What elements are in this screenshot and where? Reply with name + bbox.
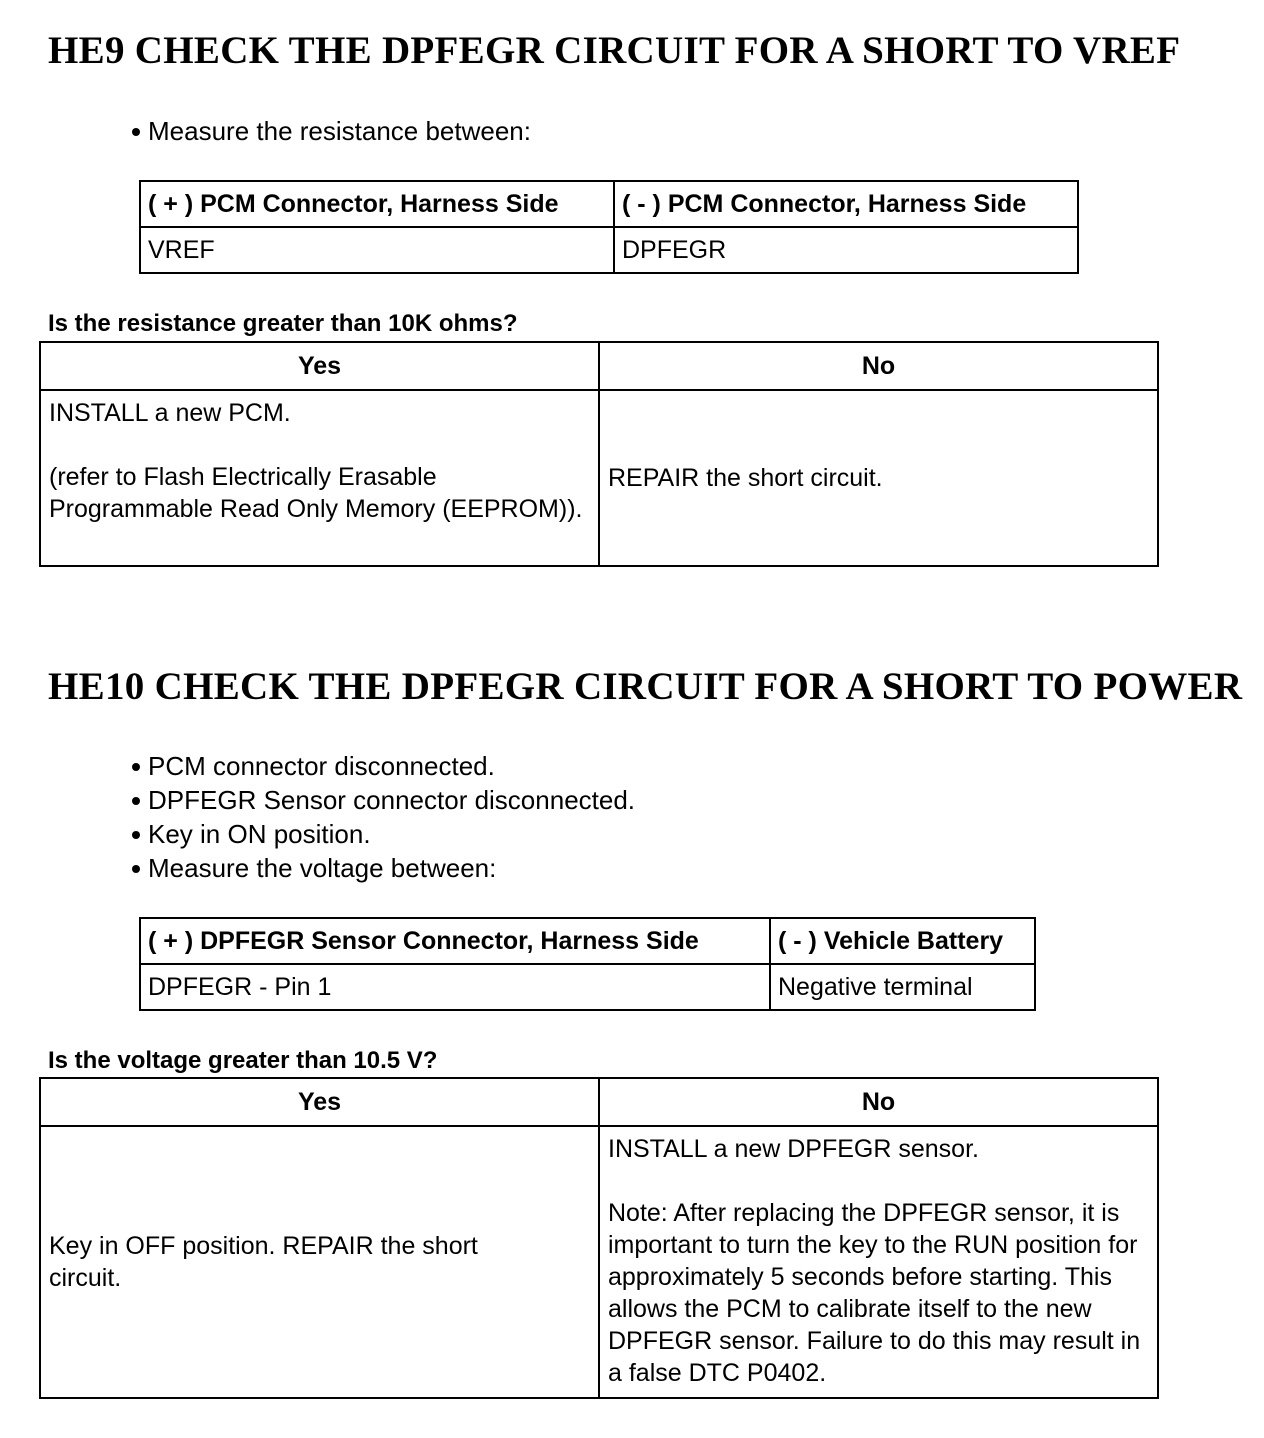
- he10-question: Is the voltage greater than 10.5 V?: [48, 1047, 438, 1074]
- he10-title: HE10 CHECK THE DPFEGR CIRCUIT FOR A SHORT TO POWER: [48, 665, 1243, 708]
- he10-yes-action: Key in OFF position. REPAIR the short circuit.: [40, 1126, 599, 1398]
- he10-instructions: [130, 749, 635, 885]
- he10-no-instruction: INSTALL a new DPFEGR sensor.: [608, 1135, 979, 1163]
- he9-title: HE9 CHECK THE DPFEGR CIRCUIT FOR A SHORT TO VREF: [48, 29, 1181, 72]
- table-header-row: [140, 918, 1035, 964]
- he10-negative-header: ( - ) Vehicle Battery: [770, 918, 1035, 964]
- he9-positive-pin: VREF: [140, 227, 614, 273]
- table-row: [140, 964, 1035, 1010]
- he9-positive-header: ( + ) PCM Connector, Harness Side: [140, 181, 614, 227]
- he10-no-action: [599, 1126, 1158, 1398]
- he9-yes-header: Yes: [40, 342, 599, 390]
- he10-positive-pin: DPFEGR - Pin 1: [140, 964, 770, 1010]
- he9-negative-pin: DPFEGR: [614, 227, 1078, 273]
- he9-no-action: REPAIR the short circuit.: [599, 390, 1158, 566]
- he10-bullet-item: Key in ON position.: [130, 817, 635, 851]
- he9-connector-table: [139, 180, 1079, 274]
- table-header-row: [40, 1078, 1158, 1126]
- he9-negative-header: ( - ) PCM Connector, Harness Side: [614, 181, 1078, 227]
- he10-bullet-item: DPFEGR Sensor connector disconnected.: [130, 783, 635, 817]
- he10-decision-table: [39, 1077, 1159, 1399]
- table-header-row: [140, 181, 1078, 227]
- table-header-row: [40, 342, 1158, 390]
- he9-bullet-item: Measure the resistance between:: [130, 114, 531, 148]
- he9-yes-instruction: INSTALL a new PCM.: [49, 399, 291, 427]
- he10-yes-header: Yes: [40, 1078, 599, 1126]
- he9-no-header: No: [599, 342, 1158, 390]
- he10-bullet-item: Measure the voltage between:: [130, 851, 635, 885]
- he9-yes-reference: (refer to Flash Electrically Erasable Programmable Read Only Memory (EEPROM)).: [49, 463, 583, 523]
- table-row: [140, 227, 1078, 273]
- he9-decision-table: [39, 341, 1159, 567]
- he10-no-note: Note: After replacing the DPFEGR sensor, it is important to turn the key to the RUN position for approximately 5 seconds before starting. This allows the PCM to calibrate itself to the new DPFEGR sensor. Failure to do this may result in a false DTC P0402.: [608, 1199, 1141, 1387]
- he10-negative-pin: Negative terminal: [770, 964, 1035, 1010]
- he10-connector-table: [139, 917, 1036, 1011]
- he10-bullet-item: PCM connector disconnected.: [130, 749, 635, 783]
- he9-instructions: [130, 114, 531, 148]
- he10-no-header: No: [599, 1078, 1158, 1126]
- table-row: [40, 1126, 1158, 1398]
- he10-positive-header: ( + ) DPFEGR Sensor Connector, Harness Side: [140, 918, 770, 964]
- table-row: [40, 390, 1158, 566]
- he9-yes-action: [40, 390, 599, 566]
- he9-question: Is the resistance greater than 10K ohms?: [48, 310, 518, 337]
